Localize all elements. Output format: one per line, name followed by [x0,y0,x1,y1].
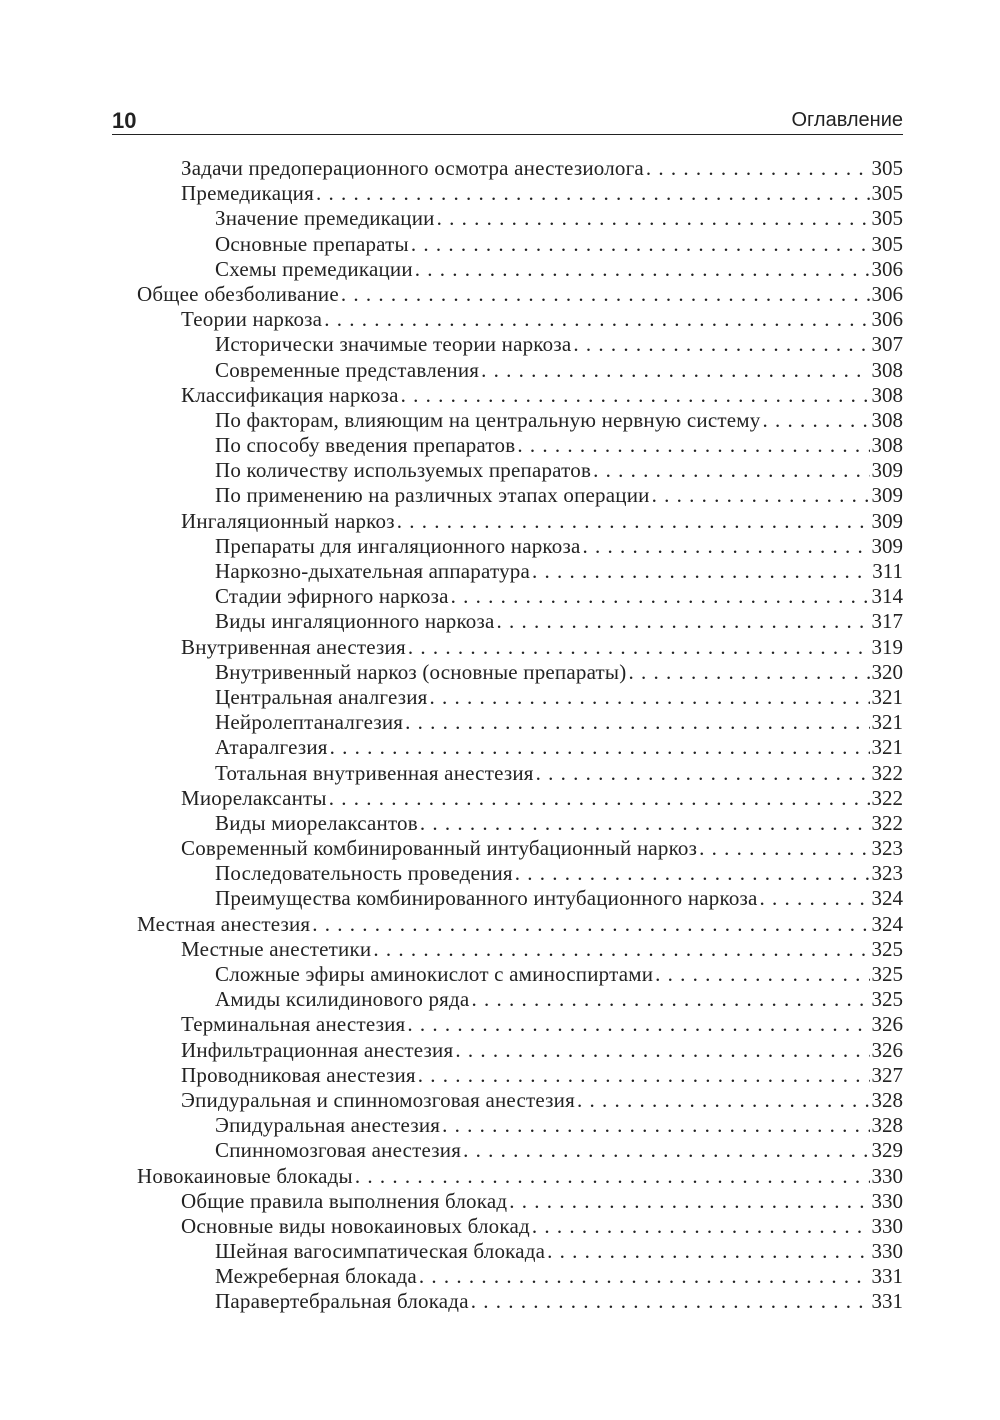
toc-leader-dots [577,1088,870,1113]
toc-entry-page: 330 [871,1163,903,1188]
toc-entry-page: 306 [871,256,903,281]
toc-entry-title: Виды ингаляционного наркоза [215,609,495,634]
toc-entry-page: 322 [871,810,903,835]
page-header [112,104,903,135]
toc-entry-title: Значение премедикации [215,206,435,231]
toc-entry-page: 305 [871,181,903,206]
toc-entry [137,483,903,508]
toc-entry-page: 309 [871,508,903,533]
toc-entry-title: Терминальная анестезия [181,1012,406,1037]
toc-entry-page: 309 [871,483,903,508]
toc-entry-title: Центральная аналгезия [215,684,428,709]
page-number: 10 [112,108,137,133]
toc-entry-page: 331 [871,1264,903,1289]
toc-entry [137,811,903,836]
toc-entry-page: 321 [871,735,903,760]
toc-entry-page: 322 [871,760,903,785]
toc-entry [137,181,903,206]
toc-entry [137,584,903,609]
toc-entry-page: 323 [871,861,903,886]
toc-entry [137,786,903,811]
toc-entry-title: Местная анестезия [137,911,311,936]
toc-entry-page: 308 [871,382,903,407]
toc-entry-title: Современные представления [215,357,480,382]
toc-leader-dots [418,1063,870,1088]
toc-entry-page: 325 [871,987,903,1012]
toc-leader-dots [515,861,870,886]
toc-leader-dots [455,1038,869,1063]
toc-entry-title: Стадии эфирного наркоза [215,584,449,609]
toc-leader-dots [415,257,870,282]
toc-entry-title: Основные виды новокаиновых блокад [181,1213,530,1238]
toc-entry [137,609,903,634]
toc-entry [137,559,903,584]
toc-entry-page: 325 [871,962,903,986]
toc-leader-dots [373,937,869,962]
toc-entry [137,635,903,660]
toc-entry [137,257,903,282]
toc-leader-dots [497,609,870,634]
toc-leader-dots [442,1113,869,1138]
toc-entry [137,332,903,357]
toc-entry [137,886,903,911]
toc-entry-title: Наркозно-дыхательная аппаратура [215,559,531,583]
toc-entry-title: Исторически значимые теории наркоза [215,332,572,357]
toc-leader-dots [646,156,870,181]
toc-entry-title: Задачи предоперационного осмотра анестезиолога [181,156,644,180]
toc-entry-title: Классификация наркоза [181,382,399,407]
toc-entry-title: Виды миорелаксантов [215,810,418,835]
toc-entry [137,836,903,861]
toc-entry [137,1012,903,1037]
toc-entry-page: 311 [872,559,903,583]
toc-entry [137,710,903,735]
toc-entry-page: 320 [871,659,903,684]
toc-leader-dots [593,458,869,483]
toc-leader-dots [760,886,870,911]
toc-entry-title: Местные анестетики [181,936,372,961]
toc-entry-page: 329 [871,1138,903,1163]
toc-entry-title: Эпидуральная и спинномозговая анестезия [181,1087,575,1112]
toc-entry-title: Ингаляционный наркоз [181,508,395,533]
toc-leader-dots [655,962,869,987]
toc-entry-page: 321 [871,710,903,735]
toc-entry-page: 330 [871,1239,903,1264]
toc-entry-page: 324 [871,886,903,911]
toc-entry-title: Общие правила выполнения блокад [181,1188,508,1213]
toc-entry-title: Препараты для ингаляционного наркоза [215,533,581,558]
toc-entry-title: Шейная вагосимпатическая блокада [215,1239,546,1264]
toc-entry-title: Амиды ксилидинового ряда [215,987,470,1012]
toc-entry-title: Межреберная блокада [215,1264,417,1289]
toc-leader-dots [316,181,870,206]
toc-leader-dots [329,786,870,811]
toc-leader-dots [628,660,869,685]
toc-leader-dots [463,1138,869,1163]
toc-entry-title: Спинномозговая анестезия [215,1138,462,1163]
toc-entry-page: 330 [871,1213,903,1238]
toc-leader-dots [471,987,869,1012]
toc-entry-page: 326 [871,1037,903,1062]
toc-entry-page: 321 [871,684,903,709]
toc-leader-dots [509,1189,869,1214]
toc-entry-page: 309 [871,533,903,558]
toc-entry-title: Паравертебральная блокада [215,1289,469,1314]
toc-entry-title: Последовательность проведения [215,861,513,886]
toc-entry [137,1214,903,1239]
toc-entry [137,458,903,483]
toc-entry [137,761,903,786]
toc-leader-dots [355,1164,870,1189]
toc-leader-dots [407,1012,869,1037]
toc-entry-title: По способу введения препаратов [215,433,516,458]
toc-entry-page: 308 [871,357,903,382]
toc-entry-title: Преимущества комбинированного интубационного наркоза [215,886,758,911]
toc-entry [137,156,903,181]
toc-entry-title: Внутривенная анестезия [181,634,406,659]
toc-entry [137,685,903,710]
toc-leader-dots [532,559,870,584]
toc-leader-dots [471,1289,870,1314]
toc-entry [137,1063,903,1088]
toc-entry-title: Миорелаксанты [181,785,327,810]
toc-entry-page: 327 [871,1062,903,1087]
toc-entry-page: 305 [871,206,903,231]
toc-entry-title: По количеству используемых препаратов [215,458,592,483]
toc-leader-dots [536,761,870,786]
toc-entry-page: 307 [871,332,903,357]
table-of-contents [137,156,903,1315]
toc-entry-page: 314 [871,584,903,609]
toc-entry-title: Общее обезболивание [137,281,339,306]
toc-entry-page: 323 [871,836,903,861]
toc-leader-dots [430,685,870,710]
toc-entry-title: Инфильтрационная анестезия [181,1037,454,1062]
toc-entry [137,660,903,685]
toc-entry [137,1239,903,1264]
toc-entry-title: Современный комбинированный интубационный наркоз [181,836,698,861]
toc-entry [137,534,903,559]
toc-leader-dots [405,710,869,735]
toc-leader-dots [437,206,870,231]
toc-entry [137,912,903,937]
toc-entry [137,1264,903,1289]
toc-entry [137,987,903,1012]
toc-entry [137,232,903,257]
toc-entry [137,358,903,383]
toc-leader-dots [762,408,869,433]
toc-entry-title: Премедикация [181,181,314,206]
toc-entry [137,735,903,760]
toc-entry [137,1289,903,1314]
toc-entry-page: 308 [871,433,903,458]
toc-entry [137,1138,903,1163]
toc-entry-title: Внутривенный наркоз (основные препараты) [215,659,627,684]
toc-entry-title: Сложные эфиры аминокислот с аминоспиртами [215,962,654,986]
toc-entry [137,861,903,886]
toc-leader-dots [411,232,870,257]
toc-entry [137,282,903,307]
toc-entry [137,937,903,962]
toc-leader-dots [341,282,870,307]
toc-entry-page: 330 [871,1188,903,1213]
toc-entry [137,962,903,987]
toc-leader-dots [451,584,870,609]
toc-leader-dots [517,433,869,458]
toc-entry-title: По применению на различных этапах операции [215,483,650,508]
toc-entry [137,206,903,231]
toc-leader-dots [573,332,869,357]
toc-entry [137,433,903,458]
toc-leader-dots [324,307,869,332]
toc-leader-dots [419,1264,870,1289]
toc-entry-page: 328 [871,1087,903,1112]
toc-entry-page: 319 [871,634,903,659]
toc-entry-page: 331 [871,1289,903,1314]
toc-leader-dots [330,735,870,760]
toc-entry-title: Проводниковая анестезия [181,1062,416,1087]
toc-entry-page: 322 [871,785,903,810]
toc-entry-page: 305 [871,156,903,180]
toc-leader-dots [420,811,870,836]
toc-entry-title: Нейролептаналгезия [215,710,404,735]
toc-entry-title: Основные препараты [215,231,409,256]
toc-entry-page: 326 [871,1012,903,1037]
toc-entry-page: 306 [871,307,903,332]
toc-leader-dots [481,358,869,383]
toc-leader-dots [401,383,870,408]
toc-entry [137,408,903,433]
toc-entry-title: Новокаиновые блокады [137,1163,353,1188]
toc-leader-dots [582,534,869,559]
toc-entry-page: 317 [871,609,903,634]
toc-entry-page: 328 [871,1113,903,1138]
toc-leader-dots [652,483,870,508]
running-title: Оглавление [791,109,903,131]
toc-entry-title: Тотальная внутривенная анестезия [215,760,534,785]
toc-entry [137,1189,903,1214]
toc-entry [137,1113,903,1138]
toc-leader-dots [397,509,870,534]
toc-entry [137,307,903,332]
toc-entry-title: Схемы премедикации [215,256,413,281]
toc-entry-title: По факторам, влияющим на центральную нервную систему [215,407,761,432]
toc-entry-title: Атаралгезия [215,735,328,760]
toc-entry [137,1164,903,1189]
toc-leader-dots [408,635,870,660]
toc-entry-page: 306 [871,281,903,306]
toc-entry-title: Эпидуральная анестезия [215,1113,441,1138]
toc-leader-dots [532,1214,870,1239]
toc-entry-page: 324 [871,911,903,936]
toc-entry-page: 308 [871,407,903,432]
toc-entry [137,1088,903,1113]
toc-entry-page: 305 [871,231,903,256]
toc-entry-page: 325 [871,936,903,961]
toc-entry [137,1038,903,1063]
toc-leader-dots [699,836,869,861]
toc-leader-dots [547,1239,869,1264]
toc-leader-dots [312,912,869,937]
toc-entry [137,509,903,534]
toc-entry [137,383,903,408]
toc-entry-title: Теории наркоза [181,307,323,332]
toc-entry-page: 309 [871,458,903,483]
